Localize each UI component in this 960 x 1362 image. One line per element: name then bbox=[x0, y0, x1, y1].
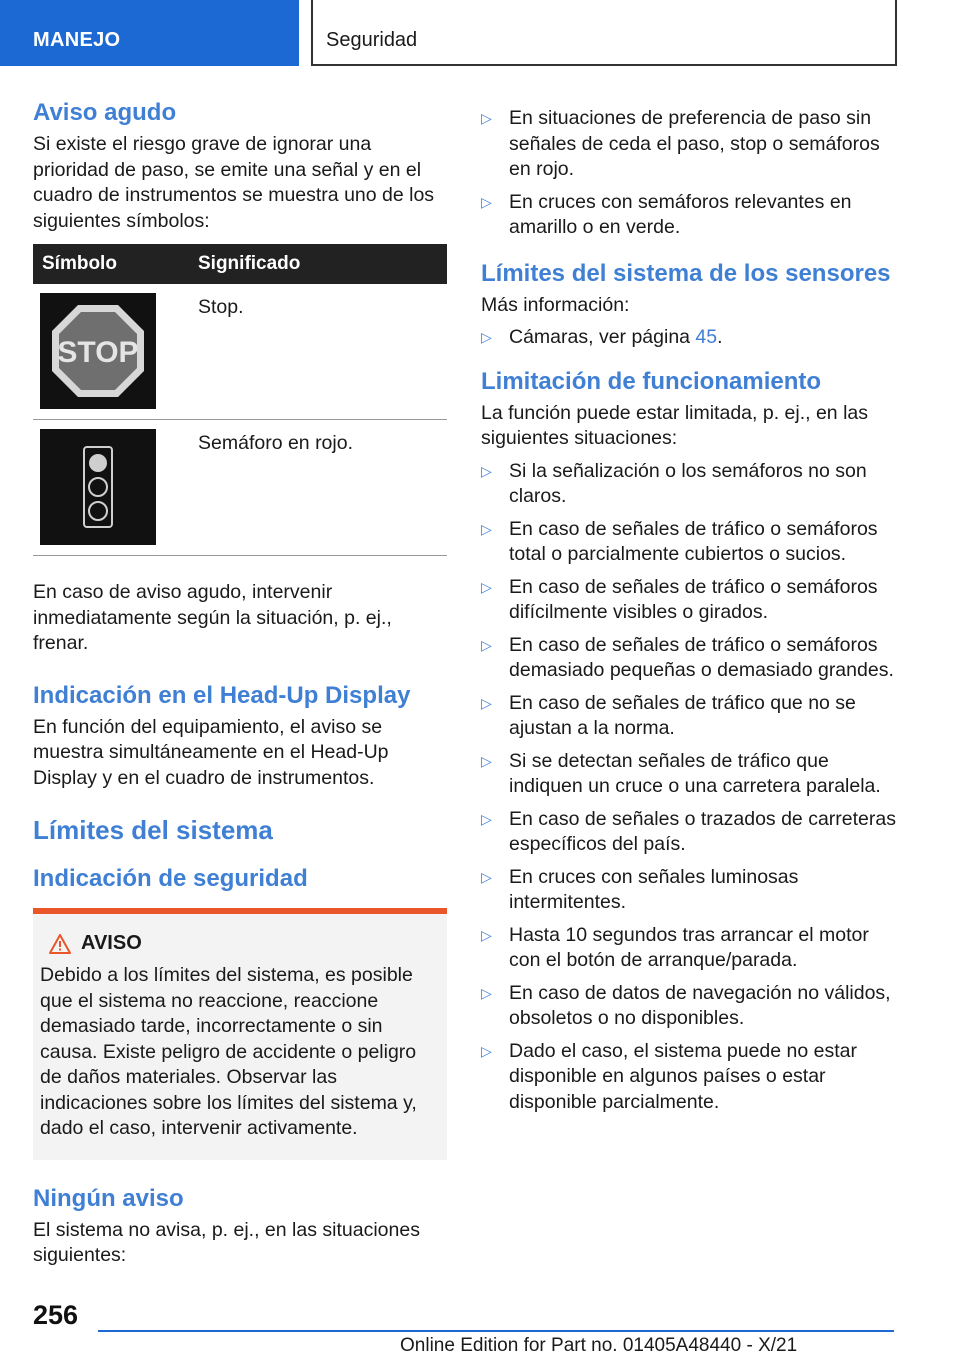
bullet-arrow-icon: ▷ bbox=[481, 926, 492, 943]
limitation-list bbox=[481, 459, 899, 1116]
heading-limitation: Limitación de funcionamiento bbox=[481, 367, 822, 395]
list-item: ▷ Dado el caso, el sistema puede no estar disponible en algunos países o estar disponible parcialmente. bbox=[481, 1039, 857, 1113]
table-header-meaning: Significado bbox=[198, 244, 447, 284]
sensor-list bbox=[481, 325, 899, 351]
hud-text: En función del equipamiento, el aviso se muestra simultáneamente en el Head-Up Display y en el cuadro de instrumentos. bbox=[33, 715, 389, 789]
section-header bbox=[311, 0, 897, 66]
left-column bbox=[33, 98, 447, 1269]
section-title: Seguridad bbox=[326, 29, 418, 51]
heading-aviso-agudo: Aviso agudo bbox=[33, 99, 177, 126]
table-row bbox=[33, 284, 447, 420]
row-meaning: Semáforo en rojo. bbox=[198, 420, 447, 556]
warning-triangle-icon bbox=[49, 934, 71, 954]
footer-edition: Online Edition for Part no. 01405A48440 - X/21 bbox=[400, 1335, 798, 1356]
list-item: ▷ En cruces con señales luminosas intermitentes. bbox=[481, 865, 799, 913]
list-item: ▷ En situaciones de preferencia de paso sin señales de ceda el paso, stop o semáforos en rojo. bbox=[481, 107, 880, 180]
row-meaning: Stop. bbox=[198, 284, 447, 420]
chapter-label: MANEJO bbox=[33, 29, 121, 51]
list-item: ▷ En caso de señales de tráfico o semáforos demasiado pequeñas o demasiado grandes. bbox=[481, 633, 894, 681]
symbol-table bbox=[33, 244, 447, 556]
warning-box bbox=[33, 908, 447, 1160]
red-traffic-light-icon bbox=[40, 429, 156, 545]
list-item: ▷ Cámaras, ver página 45. bbox=[481, 325, 899, 351]
heading-limits: Límites del sistema bbox=[33, 815, 273, 845]
table-header-row bbox=[33, 244, 447, 284]
list-item: ▷ En caso de señales o trazados de carreteras específicos del país. bbox=[481, 807, 896, 855]
bullet-arrow-icon: ▷ bbox=[481, 636, 492, 653]
list-item: ▷ En caso de datos de navegación no válidos, obsoletos o no disponibles. bbox=[481, 981, 891, 1029]
bullet-arrow-icon: ▷ bbox=[481, 329, 492, 345]
list-item: ▷ En cruces con semáforos relevantes en amarillo o en verde. bbox=[481, 190, 852, 238]
table-row bbox=[33, 420, 447, 556]
aviso-agudo-text: Si existe el riesgo grave de ignorar una prioridad de paso, se emite una señal y en el cuadro de instrumentos se muestra uno de los siguientes símbolos: bbox=[33, 133, 435, 232]
heading-safety: Indicación de seguridad bbox=[33, 865, 308, 892]
no-warning-text: El sistema no avisa, p. ej., en las situaciones siguientes: bbox=[33, 1218, 420, 1266]
page-link[interactable]: 45 bbox=[695, 326, 718, 348]
list-item: ▷ En caso de señales de tráfico o semáforos difícilmente visibles o girados. bbox=[481, 575, 878, 623]
bullet-arrow-icon: ▷ bbox=[481, 520, 492, 537]
right-column bbox=[481, 98, 899, 1122]
heading-sensor-limits: Límites del sistema de los sensores bbox=[481, 259, 891, 287]
bullet-arrow-icon: ▷ bbox=[481, 462, 492, 479]
chapter-tab bbox=[0, 0, 299, 66]
list-item: ▷ En caso de señales de tráfico que no se ajustan a la norma. bbox=[481, 691, 856, 739]
warning-text: Debido a los límites del sistema, es posible que el sistema no reaccione, reaccione demasiado tarde, incorrectamente o sin causa. Existe peligro de accidente o peligro de daños materiales. Observar las indicaciones sobre los límites del sistema y, dado el caso, intervenir activamente. bbox=[40, 964, 417, 1139]
bullet-arrow-icon: ▷ bbox=[481, 752, 492, 769]
list-item: ▷ Si se detectan señales de tráfico que indiquen un cruce o una carretera paralela. bbox=[481, 749, 881, 797]
warning-label: AVISO bbox=[81, 932, 142, 954]
list-item: ▷ Si la señalización o los semáforos no son claros. bbox=[481, 459, 867, 507]
table-header-symbol: Símbolo bbox=[33, 244, 198, 284]
bullet-arrow-icon: ▷ bbox=[481, 1042, 492, 1059]
limitation-intro: La función puede estar limitada, p. ej., en las siguientes situaciones: bbox=[481, 401, 868, 449]
stop-sign-icon bbox=[40, 293, 156, 409]
bullet-arrow-icon: ▷ bbox=[481, 868, 492, 885]
no-warning-list bbox=[481, 106, 899, 241]
heading-no-warning: Ningún aviso bbox=[33, 1184, 184, 1212]
heading-hud: Indicación en el Head-Up Display bbox=[33, 681, 411, 709]
bullet-arrow-icon: ▷ bbox=[481, 110, 492, 126]
bullet-arrow-icon: ▷ bbox=[481, 578, 492, 595]
footer-divider bbox=[98, 1330, 894, 1332]
list-item: ▷ Hasta 10 segundos tras arrancar el motor con el botón de arranque/parada. bbox=[481, 923, 869, 971]
bullet-arrow-icon: ▷ bbox=[481, 193, 492, 210]
after-table-text: En caso de aviso agudo, intervenir inmediatamente según la situación, p. ej., frenar. bbox=[33, 581, 392, 654]
sensor-limits-intro: Más información: bbox=[481, 293, 630, 316]
bullet-arrow-icon: ▷ bbox=[481, 694, 492, 711]
bullet-arrow-icon: ▷ bbox=[481, 984, 492, 1001]
page-number: 256 bbox=[33, 1300, 79, 1330]
list-item: ▷ En caso de señales de tráfico o semáforos total o parcialmente cubiertos o sucios. bbox=[481, 517, 878, 565]
svg-text:STOP: STOP bbox=[57, 336, 139, 369]
bullet-arrow-icon: ▷ bbox=[481, 810, 492, 827]
